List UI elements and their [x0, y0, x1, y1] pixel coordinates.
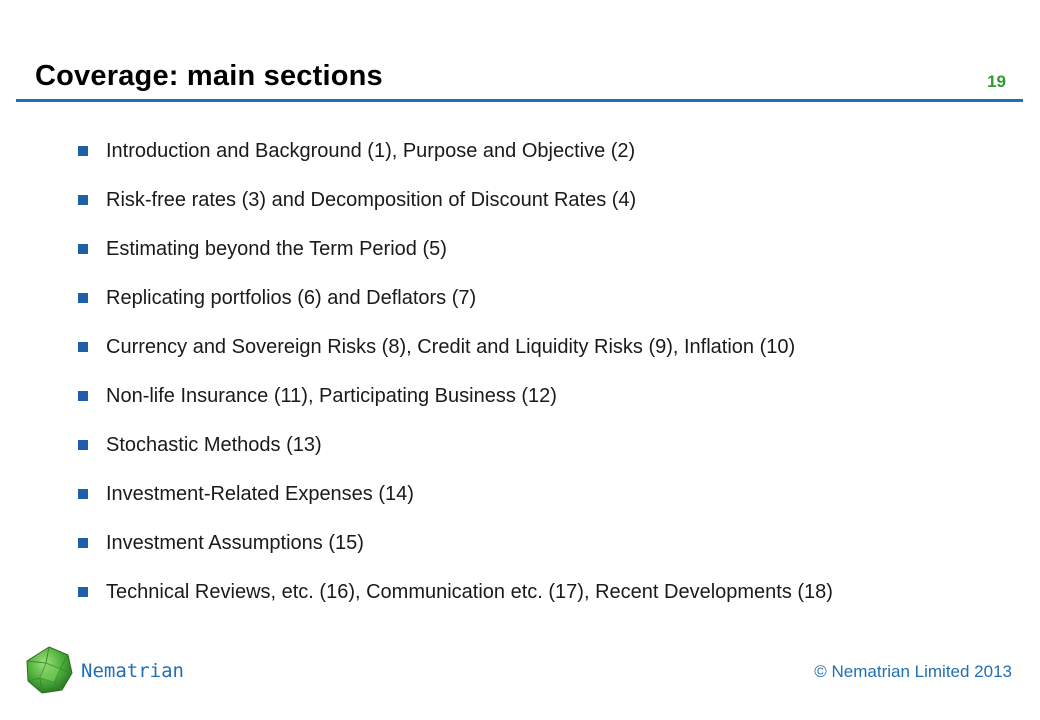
title-rule [16, 99, 1023, 102]
bullet-text: Estimating beyond the Term Period (5) [106, 238, 447, 260]
bullet-text: Investment-Related Expenses (14) [106, 483, 414, 505]
list-item [78, 382, 833, 431]
list-item [78, 529, 833, 578]
bullet-text: Replicating portfolios (6) and Deflators (7) [106, 287, 477, 309]
bullet-text: Currency and Sovereign Risks (8), Credit and Liquidity Risks (9), Inflation (10) [106, 336, 796, 358]
list-item [78, 578, 833, 627]
list-item [78, 480, 833, 529]
list-item [78, 333, 833, 382]
square-bullet-icon [78, 293, 88, 303]
square-bullet-icon [78, 195, 88, 205]
square-bullet-icon [78, 342, 88, 352]
square-bullet-icon [78, 391, 88, 401]
bullet-list [78, 137, 833, 627]
slide-number: 19 [987, 72, 1006, 91]
bullet-text: Investment Assumptions (15) [106, 532, 364, 554]
square-bullet-icon [78, 146, 88, 156]
square-bullet-icon [78, 244, 88, 254]
footer-brand: Nematrian [81, 660, 184, 682]
list-item [78, 186, 833, 235]
list-item [78, 235, 833, 284]
bullet-text: Stochastic Methods (13) [106, 434, 322, 456]
list-item [78, 137, 833, 186]
square-bullet-icon [78, 489, 88, 499]
list-item [78, 284, 833, 333]
bullet-text: Risk-free rates (3) and Decomposition of Discount Rates (4) [106, 189, 637, 211]
list-item [78, 431, 833, 480]
green-polyhedron-logo-icon [24, 645, 74, 695]
slide-title: Coverage: main sections [35, 60, 383, 92]
bullet-text: Technical Reviews, etc. (16), Communication etc. (17), Recent Developments (18) [106, 581, 833, 603]
bullet-text: Non-life Insurance (11), Participating Business (12) [106, 385, 557, 407]
square-bullet-icon [78, 587, 88, 597]
square-bullet-icon [78, 538, 88, 548]
square-bullet-icon [78, 440, 88, 450]
bullet-text: Introduction and Background (1), Purpose and Objective (2) [106, 140, 636, 162]
footer-copyright: © Nematrian Limited 2013 [814, 662, 1012, 681]
